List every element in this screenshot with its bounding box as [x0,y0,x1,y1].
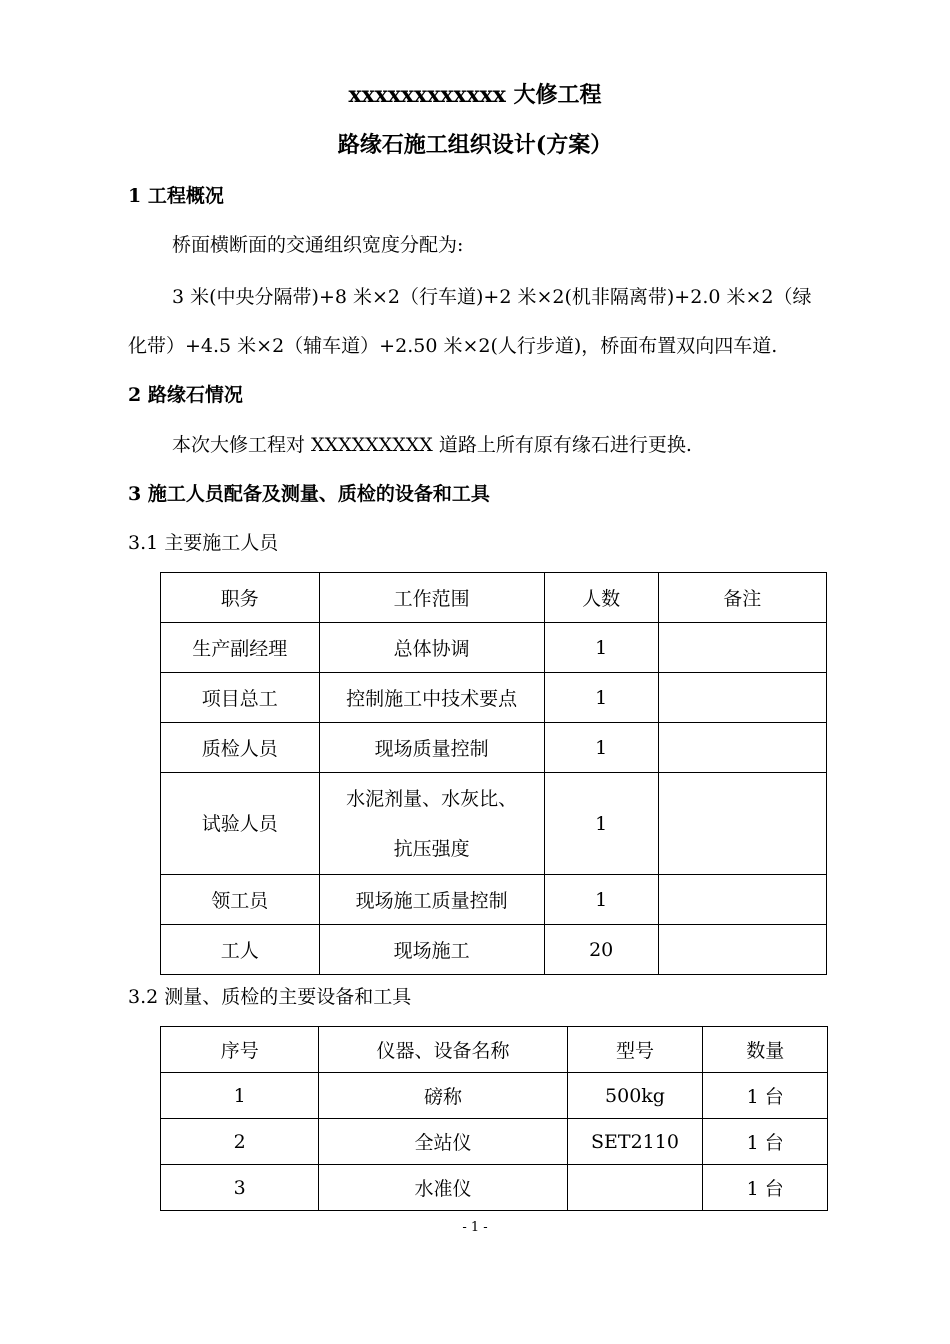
column-header: 人数 [544,573,658,623]
table-row [161,723,827,773]
quantity-cell: 1 台 [703,1119,828,1165]
column-header: 备注 [658,573,827,623]
staff-table [160,572,827,975]
role-cell: 质检人员 [161,723,320,773]
section-2-paragraph: 本次大修工程对 XXXXXXXXX 道路上所有原有缘石进行更换. [172,434,692,456]
section-3-heading: 3 施工人员配备及测量、质检的设备和工具 [128,483,490,505]
table-row [161,1165,828,1211]
table-header-row [161,1027,828,1073]
number-cell: 1 [161,1073,319,1119]
scope-cell: 现场施工 [319,925,544,975]
role-cell: 工人 [161,925,320,975]
table-row [161,623,827,673]
section-1-paragraph-1: 桥面横断面的交通组织宽度分配为: [172,234,464,256]
scope-cell: 总体协调 [319,623,544,673]
name-cell: 水准仪 [319,1165,567,1211]
count-cell: 1 [544,723,658,773]
scope-cell: 现场施工质量控制 [319,875,544,925]
section-1-paragraph-2-line-1: 3 米(中央分隔带)+8 米×2（行车道)+2 米×2(机非隔离带)+2.0 米×2（绿 [172,286,812,308]
scope-line: 水泥剂量、水灰比、 [346,787,518,810]
name-cell: 全站仪 [319,1119,567,1165]
table-row [161,773,827,875]
note-cell [658,875,827,925]
column-header: 工作范围 [319,573,544,623]
table-row [161,1073,828,1119]
count-cell: 1 [544,623,658,673]
table-header-row [161,573,827,623]
scope-line: 抗压强度 [393,837,470,860]
table-row [161,875,827,925]
count-cell: 1 [544,773,658,875]
column-header: 型号 [567,1027,703,1073]
section-3-2-subheading: 3.2 测量、质检的主要设备和工具 [128,986,412,1008]
section-2-heading: 2 路缘石情况 [128,384,243,406]
role-cell: 项目总工 [161,673,320,723]
section-1-paragraph-2-line-2: 化带）+4.5 米×2（辅车道）+2.50 米×2(人行步道)，桥面布置双向四车道. [128,335,778,357]
page-number: - 1 - [462,1220,488,1235]
note-cell [658,723,827,773]
count-cell: 20 [544,925,658,975]
note-cell [658,773,827,875]
note-cell [658,925,827,975]
column-header: 职务 [161,573,320,623]
section-1-heading: 1 工程概况 [128,185,224,207]
count-cell: 1 [544,875,658,925]
role-cell: 生产副经理 [161,623,320,673]
number-cell: 2 [161,1119,319,1165]
role-cell: 试验人员 [161,773,320,875]
quantity-cell: 1 台 [703,1165,828,1211]
column-header: 序号 [161,1027,319,1073]
model-cell: 500kg [567,1073,703,1119]
equipment-table [160,1026,828,1211]
table-row [161,925,827,975]
scope-cell: 现场质量控制 [319,723,544,773]
table-row [161,673,827,723]
quantity-cell: 1 台 [703,1073,828,1119]
table-row [161,1119,828,1165]
document-subtitle: 路缘石施工组织设计(方案） [337,132,613,158]
scope-cell: 控制施工中技术要点 [319,673,544,723]
column-header: 数量 [703,1027,828,1073]
role-cell: 领工员 [161,875,320,925]
count-cell: 1 [544,673,658,723]
scope-cell [319,773,544,875]
note-cell [658,673,827,723]
name-cell: 磅称 [319,1073,567,1119]
note-cell [658,623,827,673]
model-cell: SET2110 [567,1119,703,1165]
section-3-1-subheading: 3.1 主要施工人员 [128,532,279,554]
document-title: xxxxxxxxxxxx 大修工程 [348,82,602,108]
number-cell: 3 [161,1165,319,1211]
column-header: 仪器、设备名称 [319,1027,567,1073]
model-cell [567,1165,703,1211]
